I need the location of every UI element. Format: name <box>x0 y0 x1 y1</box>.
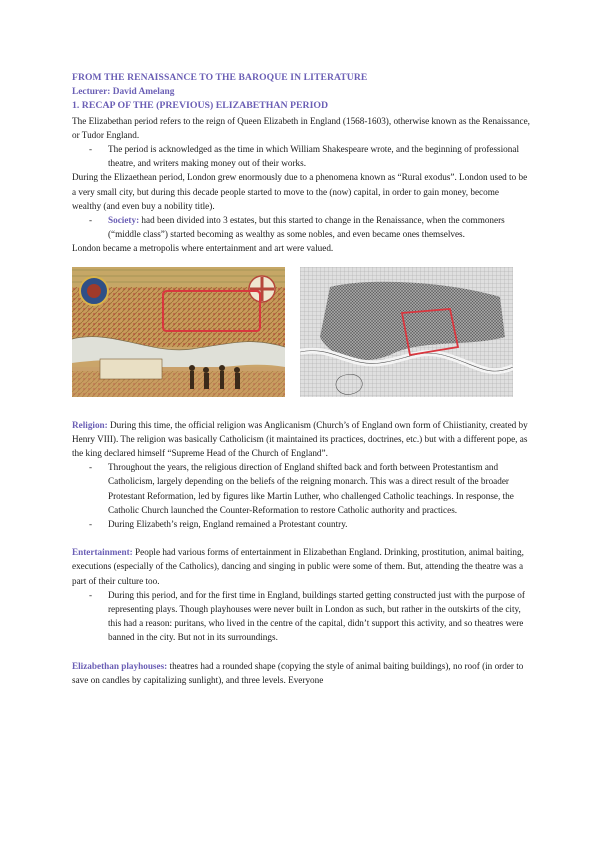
london-paragraph: During the Elizaethean period, London grew enormously due to a phenomena known as “Rural exodus”. London used to be a very small city, but during this decade people started to move to the (now) capital, in order to gain money, become wealthy (and even buy a nobility title). <box>72 172 528 211</box>
lecturer-line: Lecturer: David Amelang <box>72 87 175 98</box>
society-label: Society: <box>108 215 140 226</box>
religion-paragraph <box>72 418 530 461</box>
list-item <box>72 213 530 241</box>
section-heading: 1. RECAP OF THE (PREVIOUS) ELIZABETHAN PERIOD <box>72 100 329 112</box>
bullet-text: During this period, and for the first time in England, buildings started getting constructed just with the purpose of representing plays. Though playhouses were never built in London as such, but rather in the outskirts of the city, this had a reason: puritans, who lived in the centre of the capital, didn’t support this activity, and so theatres were banned in the city. But not in its surroundings. <box>108 589 525 643</box>
colored-london-map-image <box>72 267 285 397</box>
list-item <box>72 460 530 517</box>
bullet-dash: - <box>89 144 93 155</box>
document-title: FROM THE RENAISSANCE TO THE BAROQUE IN LITERATURE <box>72 72 368 83</box>
intro-paragraph: The Elizabethan period refers to the reign of Queen Elizabeth in England (1568-1603), otherwise known as the Renaissance, or Tudor England. <box>72 115 530 140</box>
religion-text: During this time, the official religion was Anglicanism (Church’s of England own form of Chiistianity, created by Henry VIII). The religion was basically Catholicism (it maintained its practices, doctrines, etc.) but with a different pope, as the king declared himself “Supreme Head of the Church of England”. <box>72 419 528 459</box>
bullet-dash: - <box>89 462 93 473</box>
playhouses-text: theatres had a rounded shape (copying the style of animal baiting buildings), no roof (in order to save on candles by capitalizing sunlight), and three levels. Everyone <box>72 660 524 685</box>
metropolis-paragraph: London became a metropolis where entertainment and art were valued. <box>72 243 334 254</box>
bullet-text: Throughout the years, the religious direction of England shifted back and forth between Protestantism and Catholicism, largely depending on the beliefs of the reigning monarch. This was a direct result of the broader Protestant Reformation, led by figures like Martin Luther, who challenged Catholic teachings. In response, the Catholic Church launched the Counter-Reformation to restore Catholic authority and practices. <box>108 462 514 515</box>
bullet-dash: - <box>89 589 93 600</box>
list-item <box>72 517 530 531</box>
playhouses-paragraph <box>72 659 530 687</box>
list-item <box>72 142 530 170</box>
entertainment-label: Entertainment: <box>72 547 133 558</box>
list-item <box>72 588 530 645</box>
bullet-dash: - <box>89 215 93 226</box>
playhouses-label: Elizabethan playhouses: <box>72 660 168 671</box>
map-figures <box>72 267 530 397</box>
entertainment-text: People had various forms of entertainment in Elizabethan England. Drinking, prostitution, animal baiting, executions (especially of the Catholics), dancing and singing in public were some of them. But, attending the theatre was a part of their culture too. <box>72 547 524 586</box>
religion-label: Religion: <box>72 419 108 430</box>
entertainment-paragraph <box>72 545 530 588</box>
bullet-text: During Elizabeth’s reign, England remained a Protestant country. <box>108 519 348 530</box>
bullet-text: The period is acknowledged as the time in which William Shakespeare wrote, and the beginning of professional theatre, and writers making money out of their works. <box>108 144 519 169</box>
bullet-dash: - <box>89 519 93 530</box>
document-body <box>72 71 530 687</box>
bullet-text: had been divided into 3 estates, but this started to change in the Renaissance, when the commoners (“middle class”) started becoming as wealthy as some nobles, and even became ones themselves. <box>108 215 505 240</box>
engraved-london-map-image <box>300 267 513 397</box>
